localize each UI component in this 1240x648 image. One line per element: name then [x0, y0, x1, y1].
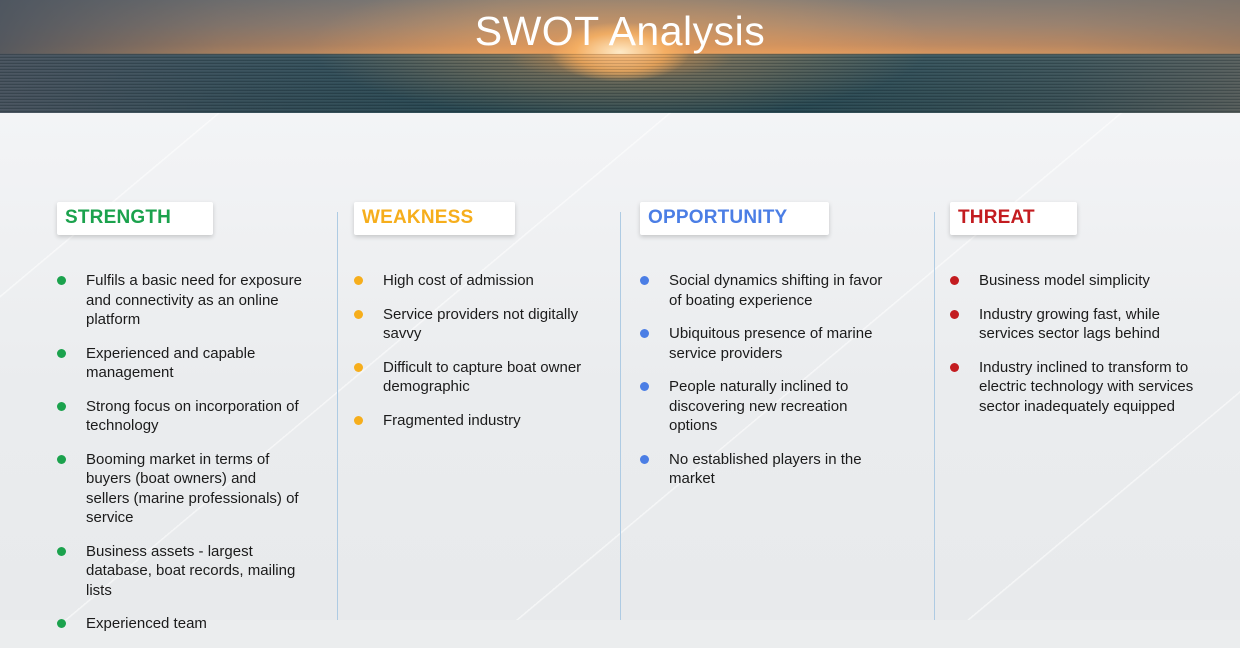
list-item-text: Experienced team	[86, 615, 207, 632]
bullet-icon	[57, 402, 66, 411]
column-divider	[337, 212, 338, 620]
list-item-text: High cost of admission	[383, 272, 534, 289]
bullet-icon	[640, 382, 649, 391]
header-banner	[0, 0, 1240, 113]
page-title: SWOT Analysis	[474, 8, 766, 54]
column-divider	[620, 212, 621, 620]
list-item-text: Social dynamics shifting in favor of boating experience	[669, 272, 883, 309]
strength-header-card	[57, 202, 213, 235]
bullet-icon	[950, 310, 959, 319]
list-item	[640, 377, 934, 436]
bullet-icon	[354, 416, 363, 425]
threat-list	[950, 271, 1240, 416]
weakness-header-card	[354, 202, 515, 235]
list-item	[950, 358, 1240, 417]
list-item-text: Experienced and capable management	[86, 344, 256, 381]
bullet-icon	[57, 349, 66, 358]
list-item-text: People naturally inclined to discovering new recreation options	[669, 378, 849, 434]
list-item-text: Fragmented industry	[383, 411, 521, 429]
list-item-text: No established players in the market	[669, 450, 862, 487]
bullet-icon	[354, 363, 363, 372]
weakness-list	[354, 271, 620, 430]
swot-grid	[0, 113, 1240, 632]
column-divider	[934, 212, 935, 620]
list-item	[57, 271, 337, 330]
list-item	[950, 305, 1240, 344]
threat-title: THREAT	[958, 207, 1035, 228]
list-item	[57, 397, 337, 436]
list-item-text: Business assets - largest database, boat records, mailing lists	[86, 542, 296, 599]
list-item	[640, 450, 934, 489]
bullet-icon	[640, 329, 649, 338]
bullet-icon	[57, 619, 66, 628]
list-item	[57, 344, 337, 383]
list-item-text: Industry growing fast, while services sector lags behind	[979, 305, 1160, 342]
list-item	[640, 324, 934, 363]
bullet-icon	[354, 276, 363, 285]
list-item-text: Business model simplicity	[979, 272, 1150, 289]
bullet-icon	[57, 276, 66, 285]
bullet-icon	[950, 363, 959, 372]
list-item-text: Ubiquitous presence of marine service providers	[669, 325, 873, 362]
bullet-icon	[57, 455, 66, 464]
weakness-title: WEAKNESS	[362, 207, 474, 228]
strength-list	[57, 271, 337, 634]
column-opportunity	[620, 113, 934, 648]
bullet-icon	[640, 455, 649, 464]
bullet-icon	[57, 547, 66, 556]
bullet-icon	[354, 310, 363, 319]
bullet-icon	[640, 276, 649, 285]
list-item-text: Difficult to capture boat owner demographic	[383, 358, 582, 395]
opportunity-list	[640, 271, 934, 489]
list-item	[950, 271, 1240, 291]
list-item	[354, 358, 620, 397]
list-item-text: Industry inclined to transform to electric technology with services sector inadequately equipped	[979, 358, 1194, 415]
list-item	[57, 542, 337, 601]
list-item	[57, 614, 337, 634]
threat-header-card	[950, 202, 1077, 235]
column-weakness	[337, 113, 620, 648]
column-threat	[934, 113, 1240, 648]
list-item-text: Strong focus on incorporation of technology	[86, 397, 299, 434]
list-item-text: Fulfils a basic need for exposure and connectivity as an online platform	[86, 272, 302, 328]
opportunity-header-card	[640, 202, 829, 235]
strength-title: STRENGTH	[65, 207, 172, 228]
bullet-icon	[950, 276, 959, 285]
column-strength	[0, 113, 337, 648]
list-item	[640, 271, 934, 310]
list-item	[57, 450, 337, 528]
list-item	[354, 271, 620, 291]
list-item	[354, 305, 620, 344]
list-item-text: Booming market in terms of buyers (boat owners) and sellers (marine professionals) of service	[86, 450, 299, 526]
list-item	[354, 411, 620, 431]
list-item-text: Service providers not digitally savvy	[383, 305, 579, 342]
opportunity-title: OPPORTUNITY	[648, 207, 788, 228]
